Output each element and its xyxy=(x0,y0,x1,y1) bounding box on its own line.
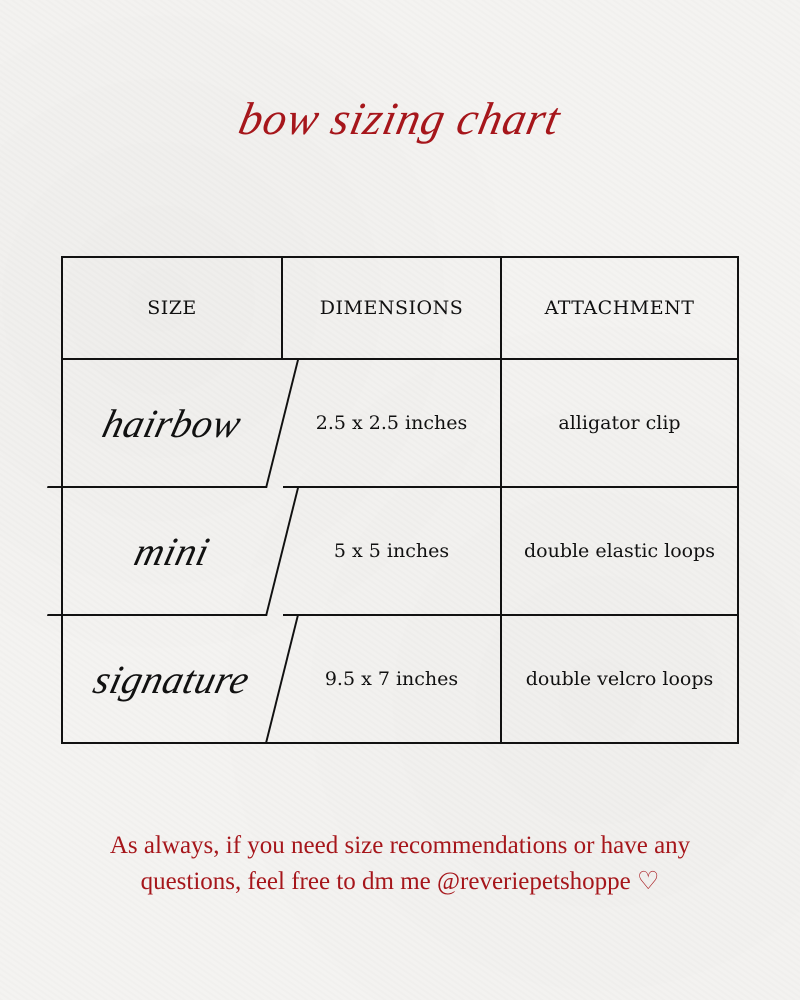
footer-line-1: As always, if you need size recommendations or have any xyxy=(109,832,691,859)
header-dimensions: DIMENSIONS xyxy=(283,258,502,360)
row-mini-dimensions: 5 x 5 inches xyxy=(283,488,502,616)
row-mini-size: mini xyxy=(47,488,299,616)
header-size: SIZE xyxy=(63,258,283,360)
row-signature-attachment: double velcro loops xyxy=(525,668,714,690)
header-attachment: ATTACHMENT xyxy=(502,258,737,360)
footer-line-2: questions, feel free to dm me @reveriepetshoppe ♡ xyxy=(140,868,660,895)
footer-note xyxy=(40,828,760,900)
row-hairbow-dimensions: 2.5 x 2.5 inches xyxy=(283,360,502,488)
row-mini-attachment: double elastic loops xyxy=(502,488,737,616)
row-hairbow-size: hairbow xyxy=(47,360,299,488)
row-signature-dimensions: 9.5 x 7 inches xyxy=(283,616,502,742)
row-hairbow-attachment: alligator clip xyxy=(502,360,737,488)
row-signature-size: signature xyxy=(47,616,298,742)
page-title: bow sizing chart xyxy=(234,93,566,144)
bow-sizing-table xyxy=(61,256,739,744)
